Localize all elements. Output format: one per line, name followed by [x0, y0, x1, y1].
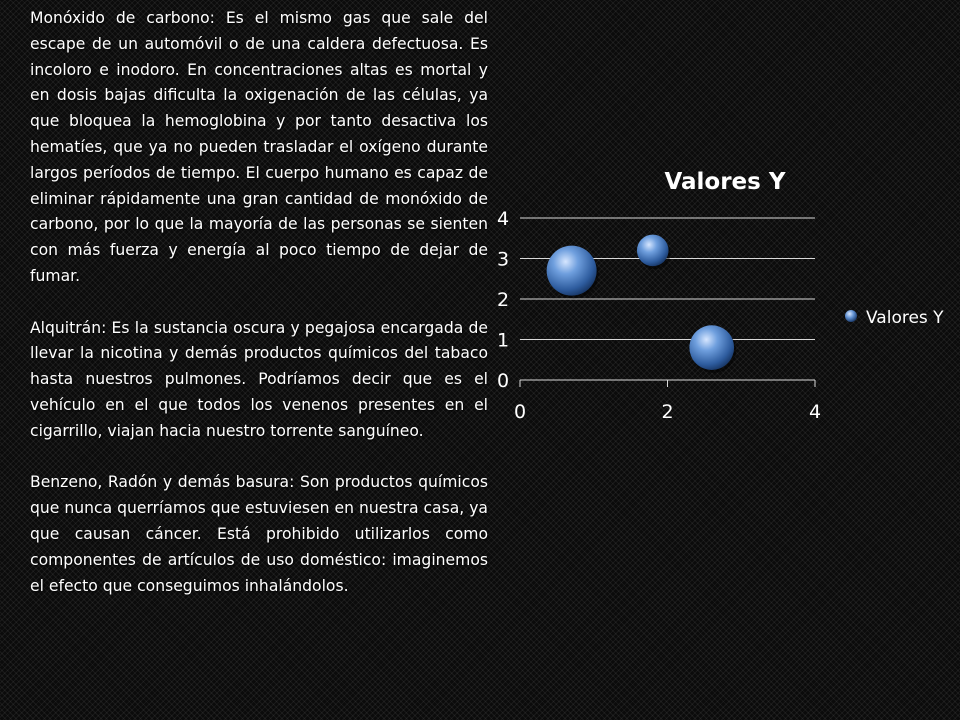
x-tick-label: 0	[513, 401, 527, 423]
legend-marker	[845, 310, 857, 322]
y-tick-label: 1	[496, 329, 510, 352]
x-tick-label: 4	[808, 401, 822, 423]
chart-bubbles	[547, 235, 736, 373]
bubble-point	[547, 246, 597, 296]
y-tick-label: 0	[496, 370, 510, 392]
y-tick-label: 3	[496, 248, 510, 271]
bubble-point	[637, 235, 669, 267]
chart-title: Valores Y	[664, 169, 786, 195]
paragraph-carbon-monoxide: Monóxido de carbono: Es el mismo gas que sale del escape de un automóvil o de una caldera defectuosa. Es incoloro e inodoro. En concentraciones altas es mortal y en dosis bajas dificulta la oxigenación de las células, ya que bloquea la hemoglobina y por tanto desactiva los hematíes, que ya no pueden trasladar el oxígeno durante largos períodos de tiempo. El cuerpo humano es capaz de eliminar rápidamente una gran cantidad de monóxido de carbono, por lo que la mayoría de las personas se sienten con más fuerza y energía al poco tiempo de dejar de fumar.	[30, 9, 488, 285]
chart-gridlines	[520, 218, 815, 380]
bubble-point	[689, 325, 734, 370]
y-tick-label: 2	[496, 289, 510, 311]
x-tick-label: 2	[661, 401, 674, 423]
chart-legend	[845, 308, 944, 328]
y-tick-label: 4	[496, 208, 510, 230]
legend-label: Valores Y	[866, 308, 944, 328]
paragraph-tar: Alquitrán: Es la sustancia oscura y pegajosa encargada de llevar la nicotina y demás productos químicos del tabaco hasta nuestros pulmones. Podríamos decir que es el vehículo en el que todos los venenos presentes en el cigarrillo, viajan hacia nuestro torrente sanguíneo.	[30, 318, 488, 440]
paragraph-benzene-radon: Benzeno, Radón y demás basura: Son productos químicos que nunca querríamos que estuviesen en nuestra casa, ya que causan cáncer. Está prohibido utilizarlos como componentes de artículos de uso doméstico: imaginemos el efecto que conseguimos inhalándolos.	[30, 473, 488, 595]
